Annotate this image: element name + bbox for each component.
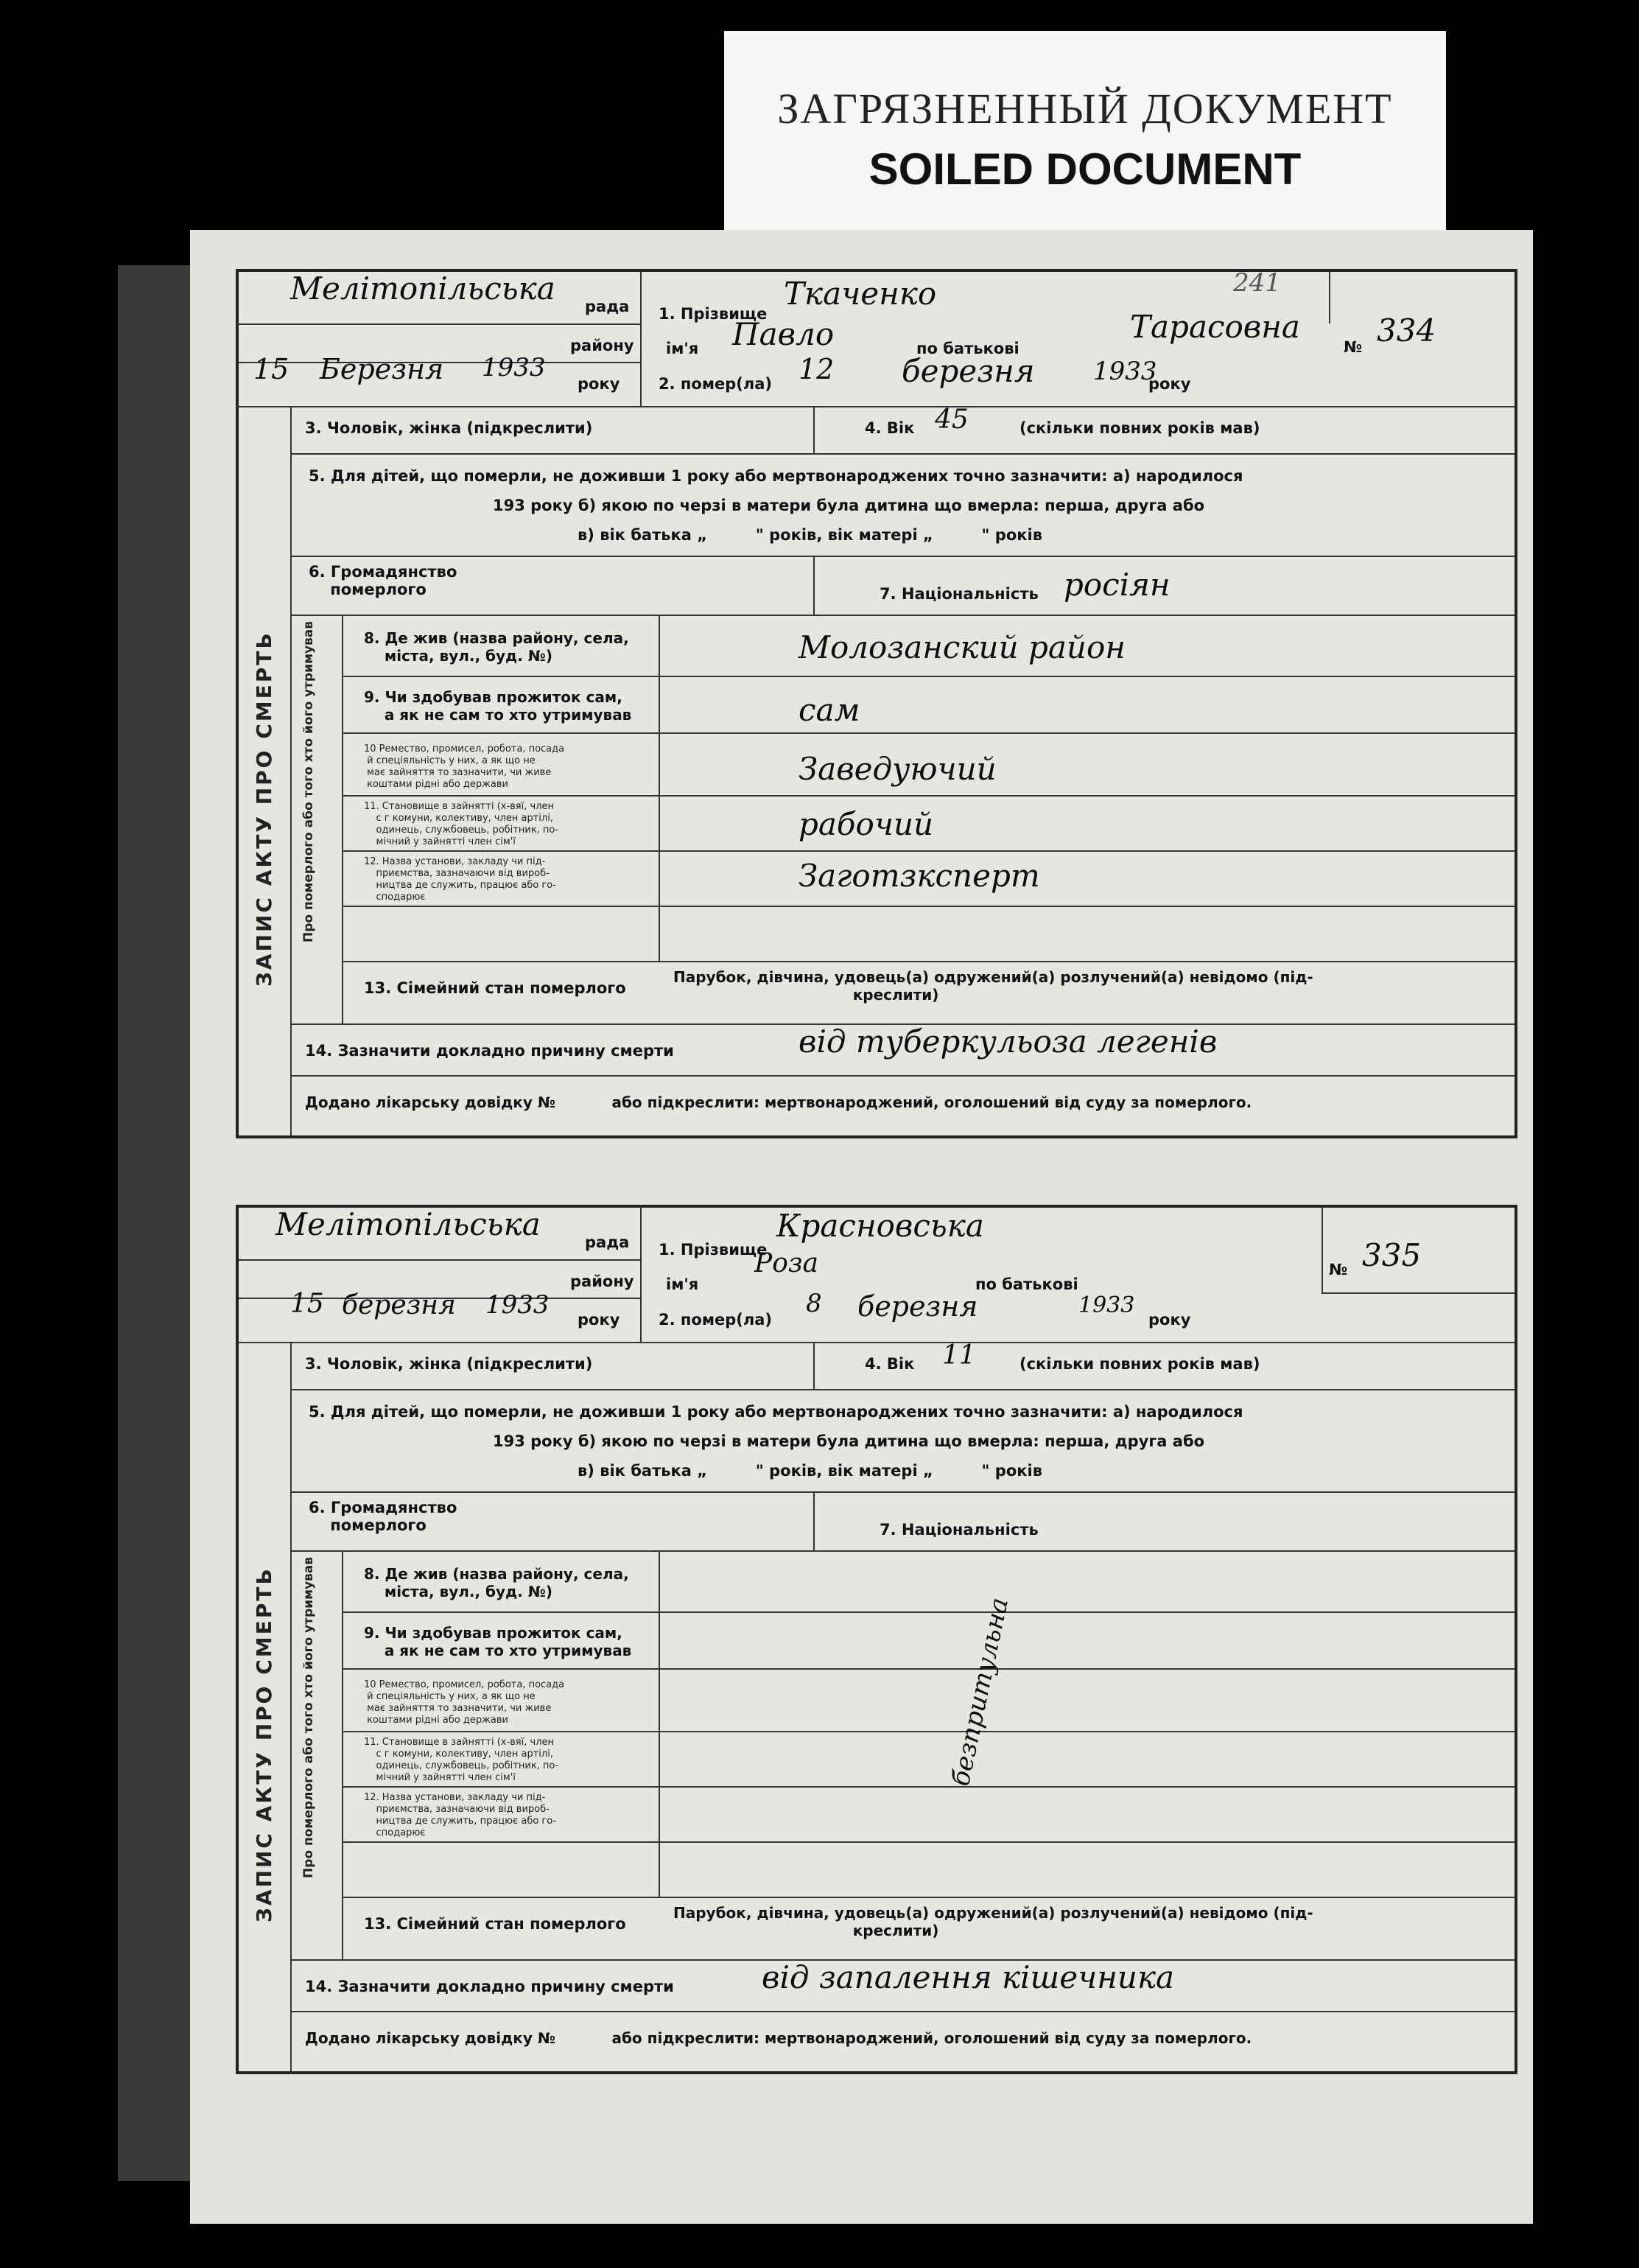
occupation-label: 10 Ремество, промисел, робота, посада й спеціяльність у них, а як що не має зайняття то зазначити, чи живе коштами рідні або держави — [364, 743, 565, 790]
patronymic-value: Тарасовна — [1130, 309, 1300, 345]
employer-label: 12. Назва установи, закладу чи під- приємства, зазначаючи від вироб- ництва де служить, працює або го- сподарює — [364, 856, 556, 903]
cause-label: 14. Зазначити докладно причину смерти — [305, 1978, 674, 1995]
death-roku-label: року — [1148, 1311, 1191, 1329]
marital-options: Парубок, дівчина, удовець(а) одружений(а) розлучений(а) невідомо (під- креслити) — [673, 968, 1313, 1004]
citizenship-label: 6. Громадянство померлого — [309, 563, 457, 598]
death-day: 12 — [799, 353, 835, 385]
patronymic-label: по батькові — [975, 1275, 1078, 1293]
occupation-value: Заведуючий — [799, 751, 997, 787]
occupation-label: 10 Ремество, промисел, робота, посада й спеціяльність у них, а як що не має зайняття то зазначити, чи живе коштами рідні або держави — [364, 1679, 565, 1726]
gender-label: 3. Чоловік, жінка (підкреслити) — [305, 419, 593, 437]
employer-value: Заготзксперт — [799, 858, 1040, 894]
infant-line-2: 193 року б) якою по черзі в матери була дитина що вмерла: перша, друга або — [493, 497, 1205, 514]
infant-line-2: 193 року б) якою по черзі в матери була дитина що вмерла: перша, друга або — [493, 1432, 1205, 1450]
certificate-line: Додано лікарську довідку № або підкреслити: мертвонароджений, оголошений від суду за померлого. — [305, 1093, 1252, 1111]
surname-label: 1. Прізвище — [659, 1241, 768, 1259]
nationality-label: 7. Національність — [880, 585, 1039, 603]
surname-value: Красновська — [776, 1208, 984, 1244]
residence-label: 8. Де жив (назва району, села, міста, вул., буд. №) — [364, 1565, 629, 1600]
label-russian: ЗАГРЯЗНЕННЫЙ ДОКУМЕНТ — [777, 85, 1393, 133]
age-note: (скільки повних років мав) — [1019, 1355, 1260, 1373]
rada-value: Мелітопільська — [290, 270, 555, 307]
death-year: 1933 — [1093, 357, 1157, 386]
infant-line-1: 5. Для дітей, що померли, не доживши 1 року або мертвонароджених точно зазначити: а) народилося — [309, 467, 1243, 485]
death-record-335 — [236, 1205, 1517, 2074]
side-subtitle: Про померлого або того хто його утримував — [301, 1556, 316, 1878]
cause-label: 14. Зазначити докладно причину смерти — [305, 1042, 674, 1060]
reg-month: березня — [342, 1290, 456, 1320]
infant-line-3: в) вік батька „ " років, вік матері „ " років — [578, 526, 1043, 544]
position-label: 11. Становище в зайнятті (х-вяї, член с г комуни, колективу, член артілі, одинець, службовець, робітник, по- мічний у зайнятті член сім'ї — [364, 801, 559, 847]
certificate-line: Додано лікарську довідку № або підкреслити: мертвонароджений, оголошений від суду за померлого. — [305, 2029, 1252, 2047]
surname-value: Ткаченко — [784, 276, 937, 312]
gender-label: 3. Чоловік, жінка (підкреслити) — [305, 1355, 593, 1373]
death-month: березня — [902, 353, 1035, 389]
occupation-vertical-note: безпритульна — [946, 1595, 1015, 1789]
citizenship-label: 6. Громадянство померлого — [309, 1499, 457, 1534]
side-title: ЗАПИС АКТУ ПРО СМЕРТЬ — [252, 631, 276, 987]
age-note: (скільки повних років мав) — [1019, 419, 1260, 437]
cause-value: від запалення кішечника — [762, 1959, 1175, 1995]
cause-value: від туберкульоза легенів — [799, 1023, 1218, 1060]
infant-line-3: в) вік батька „ " років, вік матері „ " років — [578, 1462, 1043, 1480]
position-label: 11. Становище в зайнятті (х-вяї, член с г комуни, колективу, член артілі, одинець, службовець, робітник, по- мічний у зайнятті член сім'ї — [364, 1737, 559, 1783]
reg-year: 1933 — [485, 1290, 550, 1320]
archive-stamp: 241 — [1233, 268, 1281, 298]
soiled-document-label — [724, 31, 1446, 245]
age-label: 4. Вік — [865, 1355, 915, 1373]
death-day: 8 — [806, 1289, 822, 1318]
death-roku-label: року — [1148, 375, 1191, 393]
age-label: 4. Вік — [865, 419, 915, 437]
roku-label: року — [578, 1311, 620, 1329]
patronymic-label: по батькові — [916, 340, 1019, 357]
death-date-label: 2. помер(ла) — [659, 1311, 773, 1329]
label-english: SOILED DOCUMENT — [868, 144, 1302, 194]
death-month: березня — [857, 1290, 978, 1323]
rada-value: Мелітопільська — [275, 1206, 541, 1242]
side-subtitle: Про померлого або того хто його утримував — [301, 620, 316, 942]
position-value: рабочий — [799, 806, 934, 842]
rada-label: рада — [585, 298, 630, 315]
nationality-label: 7. Національність — [880, 1521, 1039, 1539]
name-label: ім'я — [666, 340, 699, 357]
rayonu-label: району — [570, 337, 634, 354]
residence-value: Молозанский район — [799, 629, 1126, 665]
support-label: 9. Чи здобував прожиток сам, а як не сам то хто утримував — [364, 688, 632, 724]
death-date-label: 2. помер(ла) — [659, 375, 773, 393]
reg-year: 1933 — [482, 353, 546, 382]
reg-month: Березня — [320, 353, 444, 385]
surname-label: 1. Прізвище — [659, 305, 768, 323]
employer-label: 12. Назва установи, закладу чи під- приємства, зазначаючи від вироб- ництва де служить, працює або го- сподарює — [364, 1792, 556, 1838]
marital-options: Парубок, дівчина, удовець(а) одружений(а) розлучений(а) невідомо (під- креслити) — [673, 1904, 1313, 1939]
rada-label: рада — [585, 1233, 630, 1251]
record-number: 334 — [1377, 312, 1436, 349]
reg-day: 15 — [253, 353, 289, 385]
marital-label: 13. Сімейний стан померлого — [364, 979, 626, 997]
name-value: Роза — [754, 1248, 818, 1278]
record-number: 335 — [1362, 1237, 1422, 1273]
marital-label: 13. Сімейний стан померлого — [364, 1915, 626, 1933]
nationality-value: росіян — [1064, 567, 1171, 603]
name-label: ім'я — [666, 1275, 699, 1293]
no-label: № — [1344, 338, 1363, 356]
death-year: 1933 — [1078, 1292, 1135, 1318]
support-label: 9. Чи здобував прожиток сам, а як не сам то хто утримував — [364, 1624, 632, 1659]
age-value: 11 — [942, 1340, 976, 1371]
rayonu-label: району — [570, 1273, 634, 1290]
infant-line-1: 5. Для дітей, що померли, не доживши 1 року або мертвонароджених точно зазначити: а) народилося — [309, 1403, 1243, 1421]
roku-label: року — [578, 375, 620, 393]
name-value: Павло — [732, 316, 835, 352]
death-record-334 — [236, 269, 1517, 1138]
residence-label: 8. Де жив (назва району, села, міста, вул., буд. №) — [364, 629, 629, 665]
side-title: ЗАПИС АКТУ ПРО СМЕРТЬ — [252, 1567, 276, 1922]
no-label: № — [1329, 1261, 1348, 1278]
age-value: 45 — [935, 405, 969, 435]
support-value: сам — [799, 692, 860, 728]
reg-day: 15 — [290, 1289, 324, 1319]
